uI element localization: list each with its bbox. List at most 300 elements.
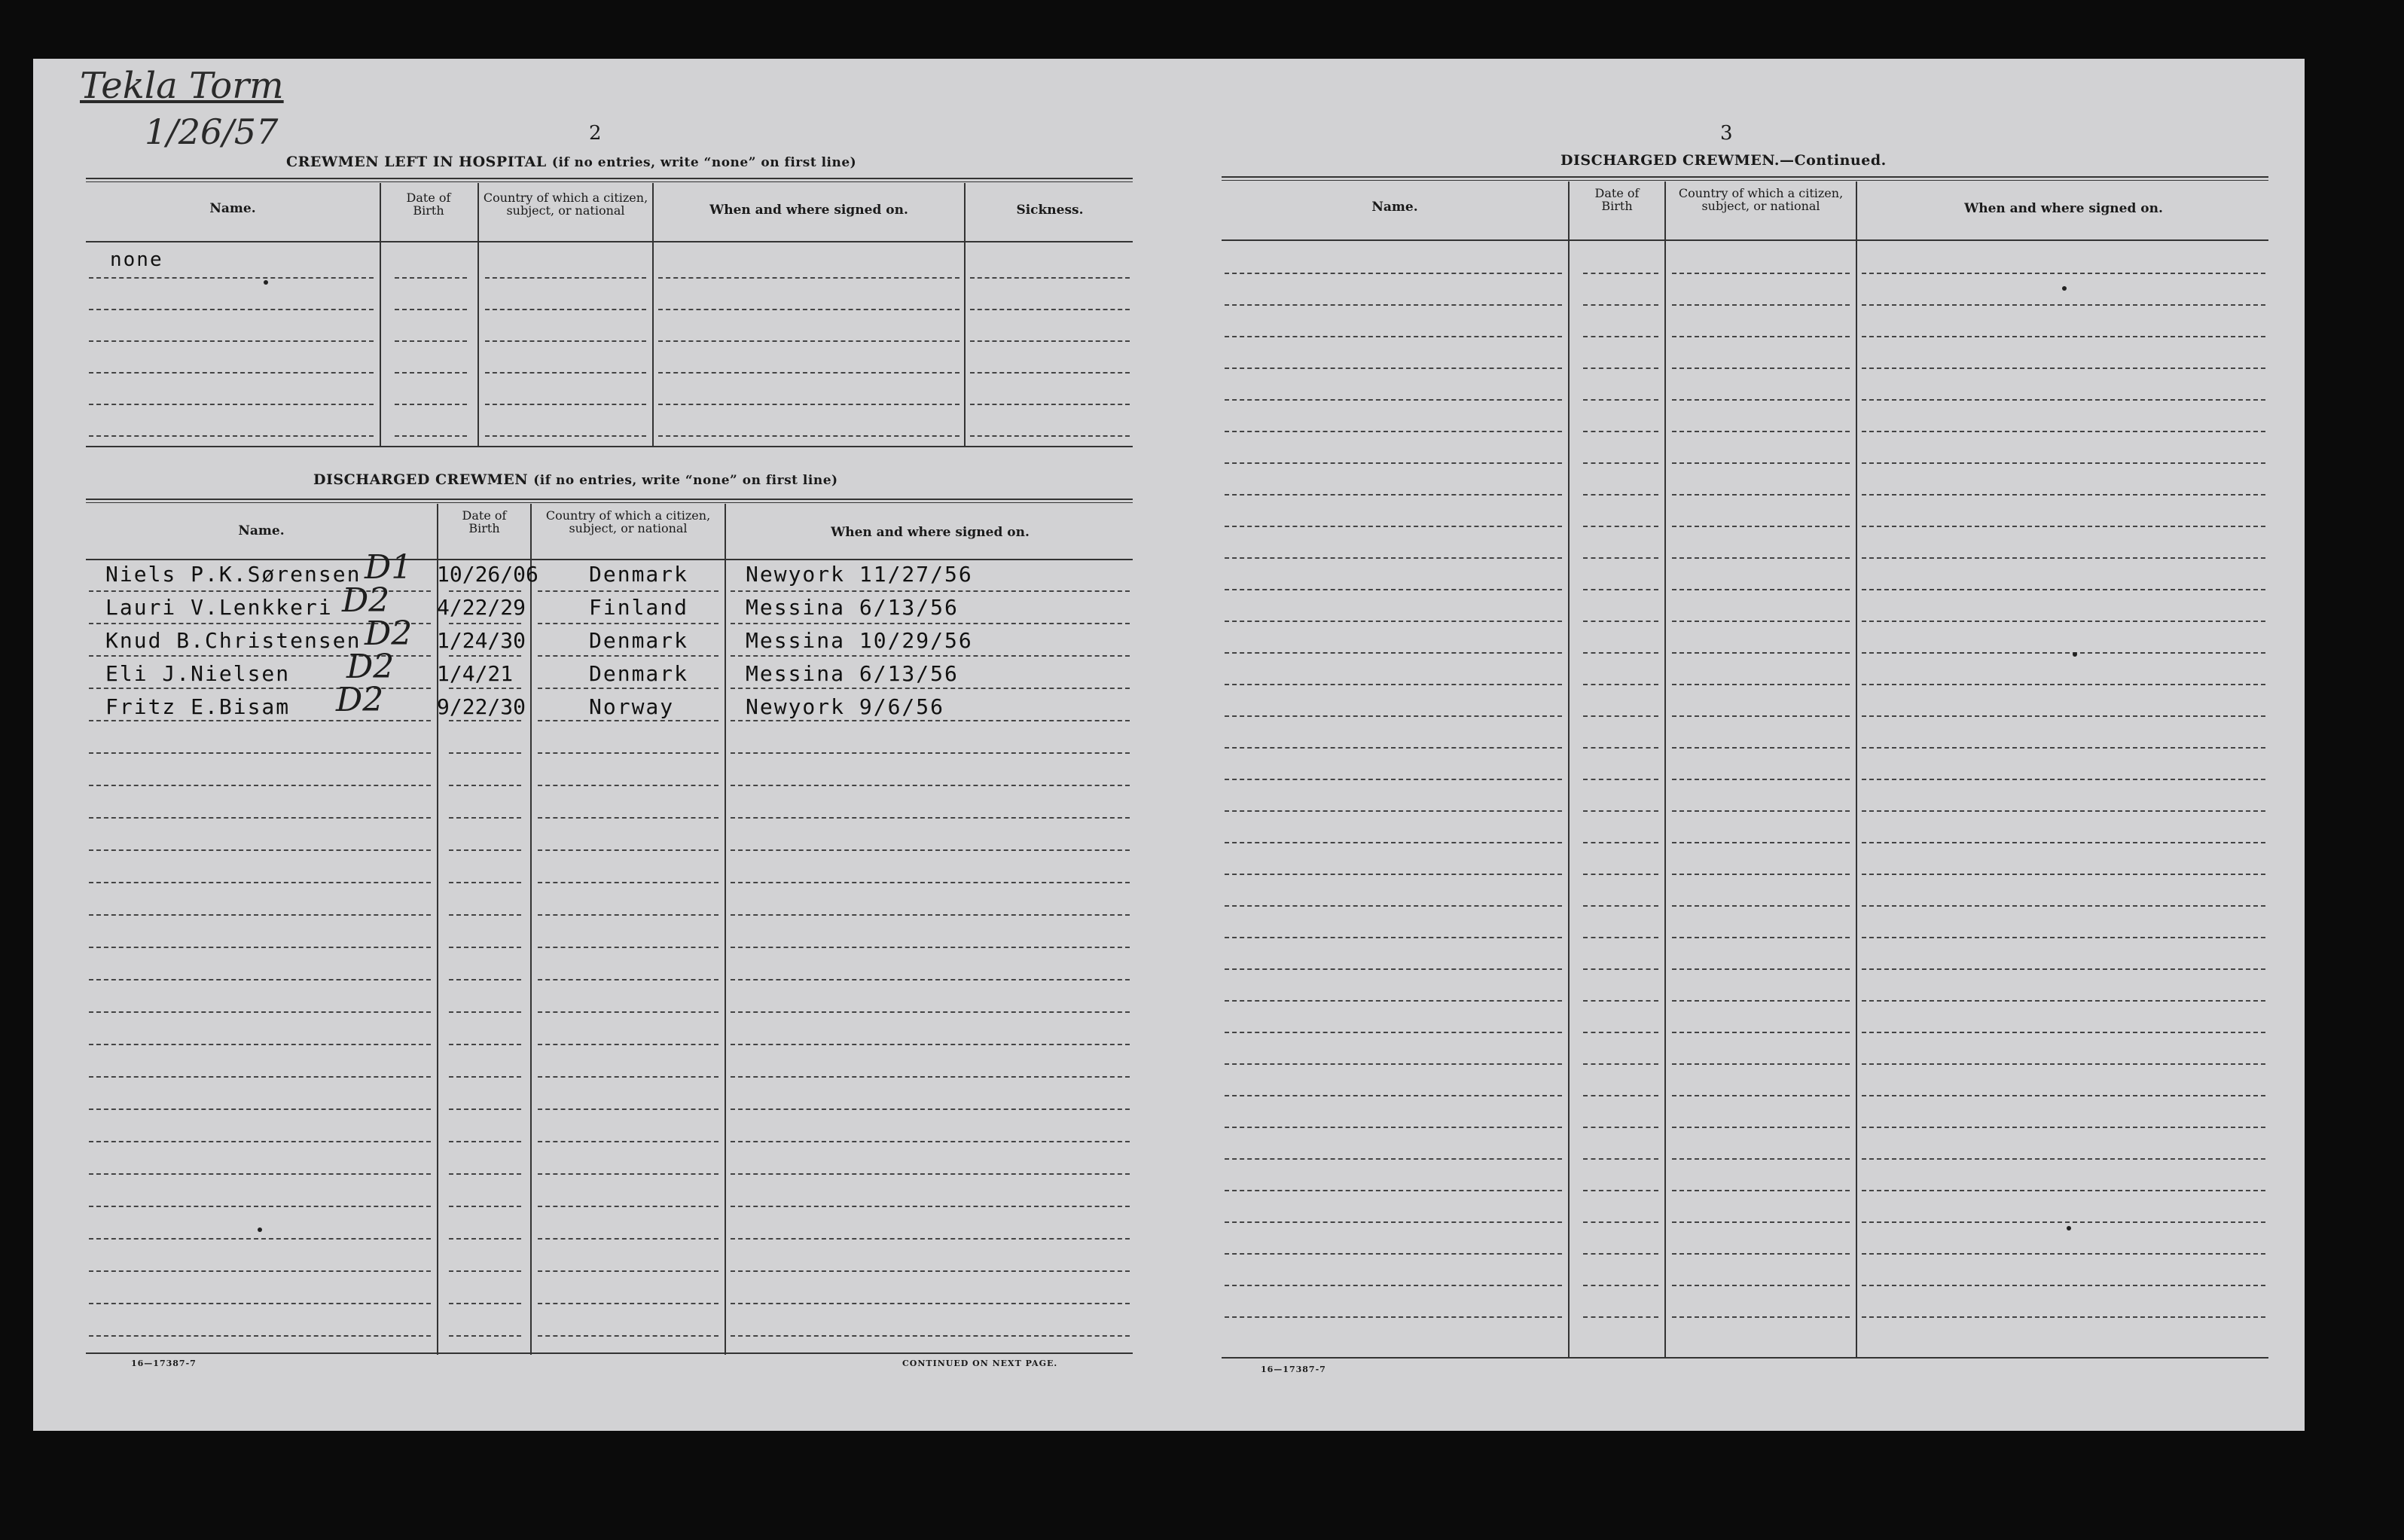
discharge-mark: D1 [365,548,413,587]
dashed-rule [449,1076,521,1078]
right-page-number: 3 [1720,122,1733,145]
discharge-mark: D2 [365,614,413,653]
dashed-rule [1583,779,1658,780]
dashed-rule [1583,1032,1658,1033]
dashed-rule [1583,1285,1658,1286]
dashed-rule [1225,747,1562,749]
ink-speck [258,1227,262,1232]
dashed-rule [1672,1253,1850,1255]
dashed-rule [1862,589,2265,590]
dashed-rule [1862,273,2265,274]
dashed-rule [1862,779,2265,780]
dashed-rule [731,979,1130,980]
dashed-rule [1862,684,2265,685]
dashed-rule [538,1173,718,1175]
dashed-rule [538,1238,718,1240]
dashed-rule [1862,937,2265,938]
dashed-rule [449,1108,521,1110]
dashed-rule [1672,810,1850,812]
dashed-rule [89,372,374,374]
dashed-rule [1225,779,1562,780]
dashed-rule [1225,557,1562,559]
left-page-number: 2 [589,122,602,145]
crew-country: Denmark [589,628,689,653]
dashed-rule [1225,1285,1562,1286]
ink-speck [2073,652,2077,657]
discharged-header-signed: When and where signed on. [831,525,1030,540]
dashed-rule [1672,621,1850,622]
dashed-rule [731,849,1130,851]
dashed-rule [1862,1158,2265,1160]
dashed-rule [1862,431,2265,432]
right-header-dob: Date of Birth [1594,186,1640,213]
hospital-header-country: Country of which a citizen, subject, or national [483,191,648,218]
dashed-rule [1583,1127,1658,1128]
dashed-rule [731,752,1130,754]
ink-speck [264,280,268,285]
vessel-handwriting: Tekla Torm [80,65,284,107]
dashed-rule [89,1076,431,1078]
dashed-rule [731,655,1130,657]
dashed-rule [89,1141,431,1142]
dashed-rule [89,979,431,980]
crew-signed-on: Messina 10/29/56 [746,628,973,653]
dashed-rule [1862,1095,2265,1096]
dashed-rule [89,882,431,883]
dashed-rule [1225,968,1562,970]
dashed-rule [1672,1285,1850,1286]
dashed-rule [1862,1063,2265,1065]
dashed-rule [1225,1063,1562,1065]
dashed-rule [1583,905,1658,907]
ink-speck [2062,286,2067,291]
dashed-rule [1862,747,2265,749]
dashed-rule [1583,652,1658,654]
dashed-rule [1583,589,1658,590]
dashed-rule [89,1335,431,1337]
dashed-rule [538,720,718,721]
dashed-rule [1672,715,1850,717]
dashed-rule [1672,842,1850,843]
dashed-rule [1672,557,1850,559]
dashed-rule [1225,1000,1562,1002]
dashed-rule [1583,462,1658,464]
dashed-rule [1583,494,1658,496]
dashed-rule [731,947,1130,948]
dashed-rule [1672,1032,1850,1033]
dashed-rule [1862,621,2265,622]
dashed-rule [538,1335,718,1337]
crew-dob: 10/26/06 [437,562,538,587]
dashed-rule [1672,1158,1850,1160]
dashed-rule [538,1270,718,1272]
dashed-rule [1583,684,1658,685]
dashed-rule [1583,367,1658,369]
dashed-rule [485,340,646,342]
dashed-rule [1225,1032,1562,1033]
dashed-rule [1225,905,1562,907]
dashed-rule [538,590,718,592]
dashed-rule [89,1206,431,1207]
dashed-rule [89,1270,431,1272]
dashed-rule [1583,526,1658,527]
dashed-rule [731,1108,1130,1110]
hospital-header-signed: When and where signed on. [709,203,908,218]
dashed-rule [1862,399,2265,401]
dashed-rule [449,688,521,689]
dashed-rule [449,979,521,980]
discharge-mark: D2 [346,648,395,686]
dashed-rule [449,1206,521,1207]
dashed-rule [1583,304,1658,306]
crew-dob: 1/4/21 [437,661,514,686]
dashed-rule [731,882,1130,883]
hospital-title-text: CREWMEN LEFT IN HOSPITAL [286,154,547,170]
dashed-rule [1862,652,2265,654]
dashed-rule [970,404,1130,405]
dashed-rule [449,817,521,819]
dashed-rule [485,372,646,374]
dashed-rule [731,817,1130,819]
dashed-rule [658,340,959,342]
dashed-rule [1862,304,2265,306]
dashed-rule [538,979,718,980]
dashed-rule [1225,1095,1562,1096]
dashed-rule [731,1303,1130,1304]
crew-signed-on: Newyork 9/6/56 [746,694,945,719]
dashed-rule [395,277,467,279]
dashed-rule [1225,652,1562,654]
dashed-rule [449,914,521,916]
dashed-rule [1225,1316,1562,1318]
dashed-rule [1862,526,2265,527]
dashed-rule [731,1011,1130,1013]
dashed-rule [538,623,718,624]
dashed-rule [449,785,521,786]
dashed-rule [1862,905,2265,907]
dashed-rule [538,655,718,657]
dashed-rule [89,947,431,948]
discharge-mark: D2 [336,681,384,719]
dashed-rule [89,404,374,405]
dashed-rule [1672,937,1850,938]
dashed-rule [1862,1253,2265,1255]
dashed-rule [1672,874,1850,875]
dashed-rule [658,277,959,279]
dashed-rule [395,404,467,405]
crew-name: Eli J.Nielsen [105,661,291,686]
crew-dob: 4/22/29 [437,595,526,620]
dashed-rule [1225,526,1562,527]
dashed-rule [1583,1063,1658,1065]
crew-name: Lauri V.Lenkkeri [105,595,333,620]
dashed-rule [538,1108,718,1110]
dashed-rule [1583,874,1658,875]
crew-signed-on: Messina 6/13/56 [746,661,959,686]
discharged-header-name: Name. [238,523,285,538]
dashed-rule [658,372,959,374]
dashed-rule [89,1303,431,1304]
ink-speck [2067,1226,2071,1230]
dashed-rule [449,590,521,592]
dashed-rule [538,785,718,786]
dashed-rule [1672,1190,1850,1191]
dashed-rule [1583,1158,1658,1160]
dashed-rule [1672,462,1850,464]
dashed-rule [1225,431,1562,432]
dashed-rule [538,849,718,851]
dashed-rule [395,309,467,310]
dashed-rule [1583,399,1658,401]
dashed-rule [1225,810,1562,812]
dashed-rule [1583,1316,1658,1318]
dashed-rule [1583,1190,1658,1191]
crew-name: Niels P.K.Sørensen [105,562,362,587]
dashed-rule [1583,747,1658,749]
dashed-rule [1583,621,1658,622]
dashed-rule [1672,367,1850,369]
dashed-rule [731,1076,1130,1078]
dashed-rule [89,849,431,851]
dashed-rule [449,882,521,883]
dashed-rule [1583,557,1658,559]
dashed-rule [658,435,959,437]
dashed-rule [449,1270,521,1272]
crew-country: Finland [589,595,689,620]
dashed-rule [1672,273,1850,274]
dashed-rule [449,1173,521,1175]
dashed-rule [449,752,521,754]
right-form-number: 16—17387-7 [1261,1365,1326,1374]
dashed-rule [1672,431,1850,432]
document-sheet [33,59,2305,1431]
dashed-rule [1583,1000,1658,1002]
dashed-rule [449,623,521,624]
dashed-rule [1583,937,1658,938]
dashed-rule [395,435,467,437]
dashed-rule [538,947,718,948]
dashed-rule [485,404,646,405]
discharge-mark: D2 [342,581,390,620]
dashed-rule [1672,1063,1850,1065]
dashed-rule [538,914,718,916]
dashed-rule [970,277,1130,279]
dashed-rule [538,688,718,689]
crew-name: Knud B.Christensen [105,628,362,653]
dashed-rule [731,785,1130,786]
dashed-rule [1225,304,1562,306]
dashed-rule [1225,937,1562,938]
dashed-rule [1862,1285,2265,1286]
dashed-rule [1225,494,1562,496]
dashed-rule [1225,399,1562,401]
dashed-rule [1225,462,1562,464]
dashed-rule [731,590,1130,592]
dashed-rule [970,340,1130,342]
dashed-rule [1583,336,1658,337]
dashed-rule [538,817,718,819]
dashed-rule [1672,684,1850,685]
dashed-rule [970,372,1130,374]
dashed-rule [731,1173,1130,1175]
dashed-rule [731,1044,1130,1045]
right-header-name: Name. [1371,200,1418,215]
dashed-rule [1225,1190,1562,1191]
dashed-rule [1672,968,1850,970]
right-page-title: DISCHARGED CREWMEN.—Continued. [1560,152,1887,169]
dashed-rule [538,1141,718,1142]
hospital-entry-none: none [110,249,163,271]
dashed-rule [449,1335,521,1337]
dashed-rule [89,1108,431,1110]
dashed-rule [1672,526,1850,527]
dashed-rule [1862,1316,2265,1318]
dashed-rule [1583,273,1658,274]
crew-dob: 9/22/30 [437,694,526,719]
dashed-rule [395,372,467,374]
crew-signed-on: Messina 6/13/56 [746,595,959,620]
dashed-rule [1862,874,2265,875]
dashed-rule [89,1238,431,1240]
dashed-rule [1672,1000,1850,1002]
discharged-title-note: (if no entries, write “none” on first line) [533,473,838,488]
discharged-header-dob: Date of Birth [462,508,507,535]
dashed-rule [1862,1000,2265,1002]
hospital-header-sickness: Sickness. [1016,203,1084,218]
dashed-rule [538,1303,718,1304]
dashed-rule [538,1011,718,1013]
dashed-rule [1225,874,1562,875]
dashed-rule [538,1044,718,1045]
hospital-section-title [286,154,856,170]
dashed-rule [1672,652,1850,654]
dashed-rule [89,914,431,916]
dashed-rule [731,1206,1130,1207]
dashed-rule [731,688,1130,689]
dashed-rule [731,623,1130,624]
dashed-rule [1862,1127,2265,1128]
hospital-title-note: (if no entries, write “none” on first line) [551,155,857,170]
dashed-rule [1583,1253,1658,1255]
dashed-rule [731,1238,1130,1240]
dashed-rule [1225,842,1562,843]
dashed-rule [1583,968,1658,970]
dashed-rule [1225,273,1562,274]
dashed-rule [1672,1127,1850,1128]
dashed-rule [449,849,521,851]
dashed-rule [449,1303,521,1304]
dashed-rule [1862,557,2265,559]
dashed-rule [449,1044,521,1045]
dashed-rule [1862,1221,2265,1223]
dashed-rule [89,1044,431,1045]
dashed-rule [731,720,1130,721]
dashed-rule [1672,336,1850,337]
dashed-rule [658,309,959,310]
dashed-rule [970,309,1130,310]
dashed-rule [1672,1221,1850,1223]
dashed-rule [89,720,431,721]
dashed-rule [449,1238,521,1240]
dashed-rule [1862,715,2265,717]
dashed-rule [89,785,431,786]
crew-country: Denmark [589,661,689,686]
dashed-rule [395,340,467,342]
dashed-rule [89,309,374,310]
dashed-rule [538,1076,718,1078]
dashed-rule [1583,715,1658,717]
dashed-rule [1862,1190,2265,1191]
dashed-rule [1225,715,1562,717]
dashed-rule [449,1141,521,1142]
crew-country: Norway [589,694,675,719]
dashed-rule [1225,1127,1562,1128]
hospital-header-dob: Date of Birth [406,191,451,218]
dashed-rule [538,882,718,883]
dashed-rule [1862,494,2265,496]
dashed-rule [89,752,431,754]
dashed-rule [1862,1032,2265,1033]
dashed-rule [1225,336,1562,337]
dashed-rule [731,914,1130,916]
dashed-rule [1225,684,1562,685]
hospital-header-name: Name. [209,201,256,216]
dashed-rule [1583,842,1658,843]
dashed-rule [1672,399,1850,401]
left-form-number: 16—17387-7 [131,1359,197,1368]
discharged-title-text: DISCHARGED CREWMEN [313,471,529,488]
dashed-rule [1862,367,2265,369]
crew-country: Denmark [589,562,689,587]
dashed-rule [1225,367,1562,369]
dashed-rule [1862,842,2265,843]
dashed-rule [1583,1095,1658,1096]
dashed-rule [1225,589,1562,590]
dashed-rule [1225,1253,1562,1255]
dashed-rule [1672,747,1850,749]
dashed-rule [1862,810,2265,812]
continued-note: CONTINUED ON NEXT PAGE. [902,1359,1058,1368]
dashed-rule [485,435,646,437]
dashed-rule [1225,1158,1562,1160]
dashed-rule [538,1206,718,1207]
dashed-rule [89,435,374,437]
dashed-rule [89,817,431,819]
dashed-rule [731,1270,1130,1272]
date-handwriting: 1/26/57 [145,111,279,152]
discharged-section-title [313,471,838,488]
dashed-rule [731,1141,1130,1142]
dashed-rule [449,655,521,657]
dashed-rule [1672,905,1850,907]
dashed-rule [970,435,1130,437]
dashed-rule [1672,304,1850,306]
dashed-rule [1583,1221,1658,1223]
crew-signed-on: Newyork 11/27/56 [746,562,973,587]
crew-name: Fritz E.Bisam [105,694,291,719]
right-header-signed: When and where signed on. [1964,201,2163,216]
dashed-rule [1672,779,1850,780]
dashed-rule [731,1335,1130,1337]
dashed-rule [1862,968,2265,970]
dashed-rule [89,277,374,279]
dashed-rule [449,720,521,721]
dashed-rule [1672,1095,1850,1096]
dashed-rule [449,1011,521,1013]
dashed-rule [89,1011,431,1013]
dashed-rule [658,404,959,405]
dashed-rule [1225,621,1562,622]
